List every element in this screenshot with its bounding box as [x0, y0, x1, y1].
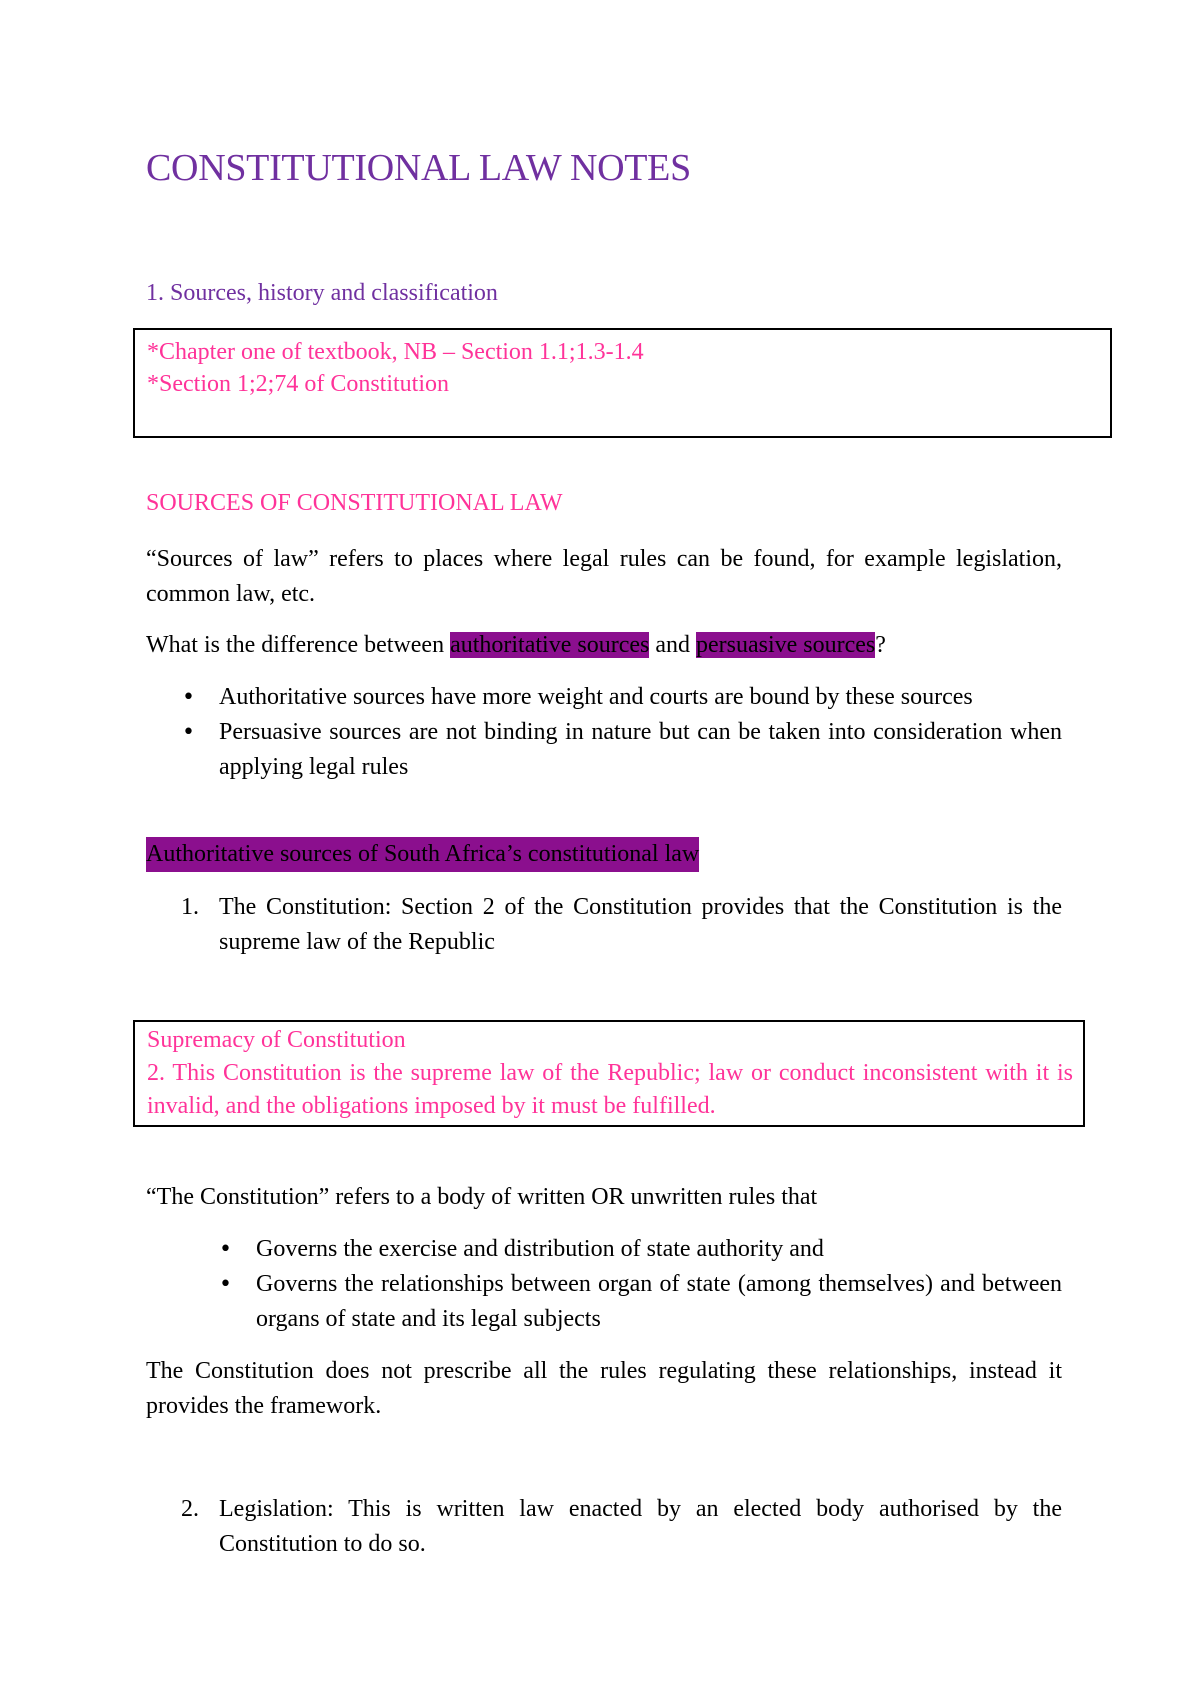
- list-item-constitution: [181, 890, 1062, 960]
- sources-definition: “Sources of law” refers to places where legal rules can be found, for example legislation, common law, etc.: [146, 546, 1062, 607]
- list-item-text: Legislation: This is written law enacted by an elected body authorised by the Constitution to do so.: [219, 1496, 1062, 1557]
- list-item-text: The Constitution: Section 2 of the Constitution provides that the Constitution is the supreme law of the Republic: [219, 894, 1062, 955]
- sources-heading: SOURCES OF CONSTITUTIONAL LAW: [146, 490, 563, 516]
- list-item-legislation: [181, 1492, 1062, 1562]
- source-types-list: [219, 680, 1062, 785]
- legislation-list: [181, 1492, 1062, 1562]
- question-middle: and: [649, 632, 696, 658]
- section-heading: 1. Sources, history and classification: [146, 280, 498, 306]
- authoritative-sources-heading: Authoritative sources of South Africa’s constitutional law: [146, 837, 699, 872]
- document-title: CONSTITUTIONAL LAW NOTES: [146, 147, 691, 189]
- list-number: 1.: [181, 894, 199, 920]
- authoritative-sources-list: [181, 890, 1062, 960]
- constitution-definition: “The Constitution” refers to a body of written OR unwritten rules that: [146, 1184, 818, 1210]
- governs-list: [256, 1232, 1062, 1337]
- list-item-persuasive: • Persuasive sources are not binding in nature but can be taken into consideration when applying legal rules: [219, 715, 1062, 785]
- reference-line-textbook: *Chapter one of textbook, NB – Section 1.1;1.3-1.4: [147, 339, 644, 365]
- supremacy-content: [147, 1024, 1073, 1123]
- list-item-governs-relationships: • Governs the relationships between organ of state (among themselves) and between organs of state and its legal subjects: [256, 1267, 1062, 1337]
- supremacy-title: Supremacy of Constitution: [147, 1027, 406, 1053]
- highlight-persuasive: persuasive sources: [696, 632, 876, 658]
- framework-paragraph: The Constitution does not prescribe all the rules regulating these relationships, instead it provides the framework.: [146, 1358, 1062, 1419]
- supremacy-text: 2. This Constitution is the supreme law of the Republic; law or conduct inconsistent with it is invalid, and the obligations imposed by it must be fulfilled.: [147, 1060, 1073, 1119]
- reference-line-constitution: *Section 1;2;74 of Constitution: [147, 371, 450, 397]
- highlight-authoritative: authoritative sources: [450, 632, 650, 658]
- supremacy-box: [133, 1020, 1085, 1127]
- list-item-authoritative: • Authoritative sources have more weight and courts are bound by these sources: [219, 680, 1062, 715]
- reference-box: [133, 328, 1112, 438]
- list-number: 2.: [181, 1496, 199, 1522]
- question-prefix: What is the difference between: [146, 632, 451, 658]
- difference-question: [146, 628, 886, 663]
- question-suffix: ?: [875, 632, 886, 658]
- list-item-governs-authority: • Governs the exercise and distribution of state authority and: [256, 1232, 1062, 1267]
